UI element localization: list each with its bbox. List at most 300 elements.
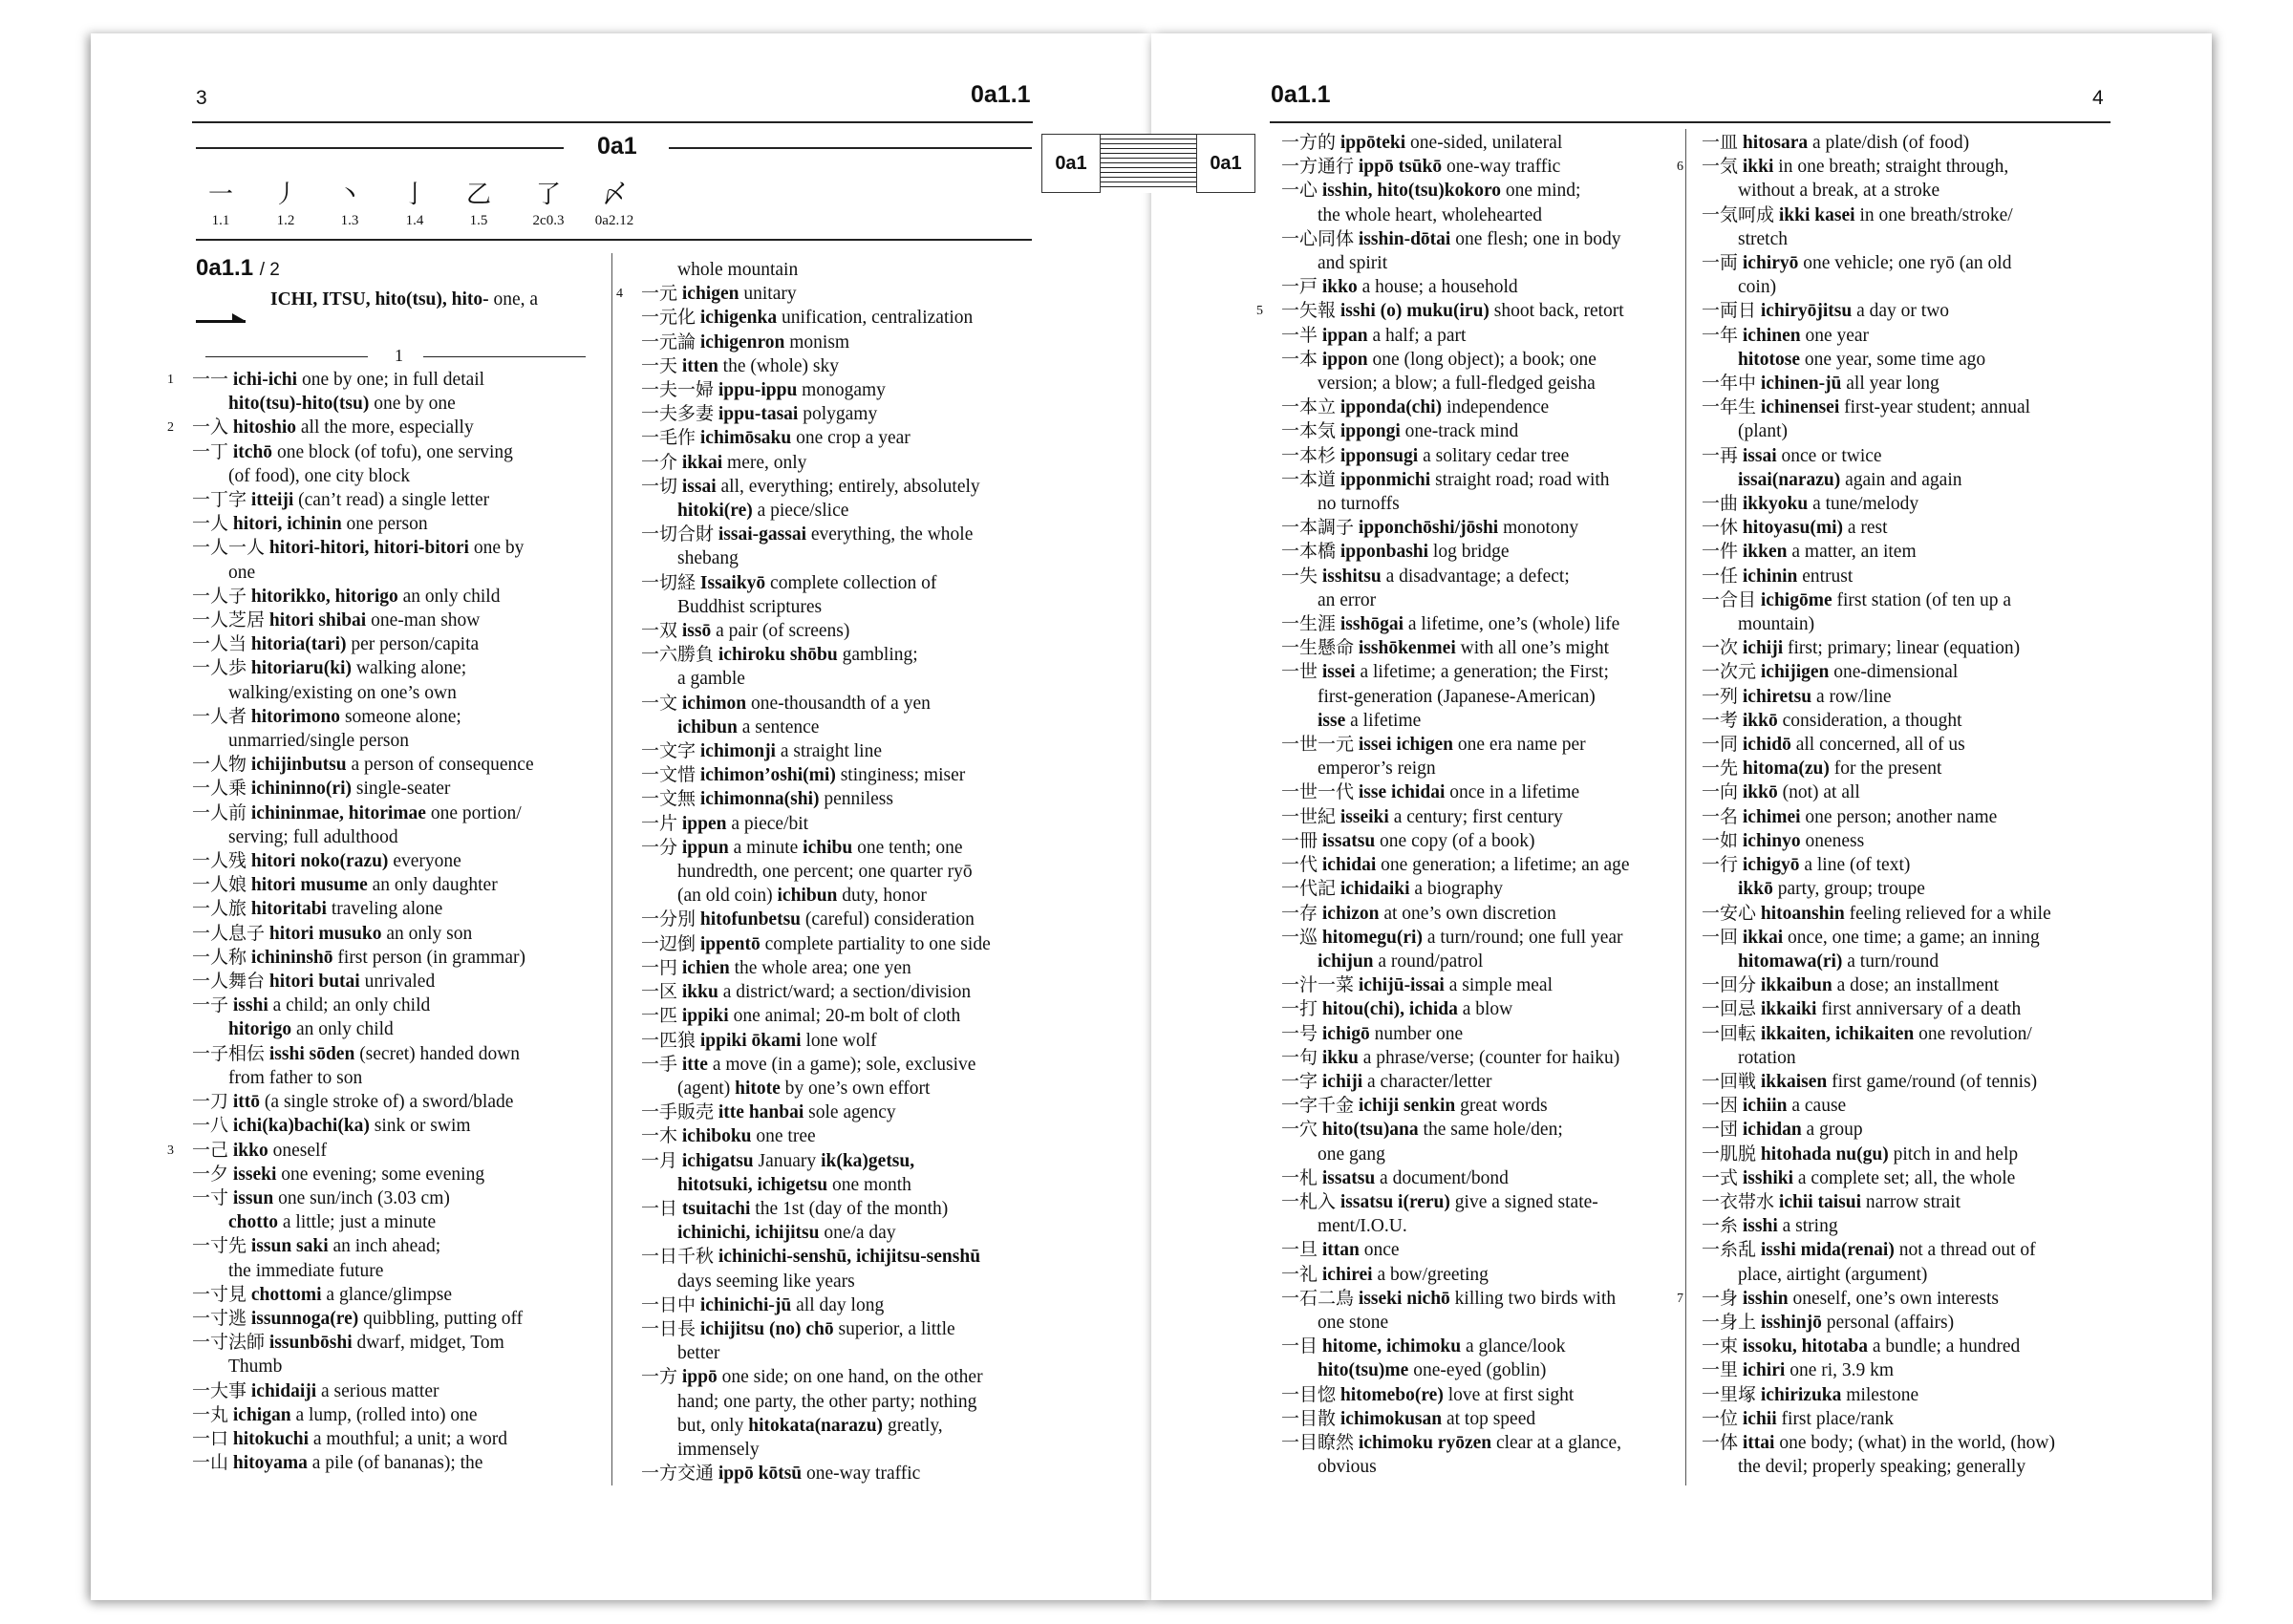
entry-kanji: 一回忌 bbox=[1702, 999, 1757, 1020]
entry-kanji: 一分 bbox=[641, 837, 678, 858]
entry-kanji: 一丁 bbox=[192, 441, 229, 462]
entry-reading: ikkaibun bbox=[1760, 975, 1832, 996]
entry-definition: sole agency bbox=[808, 1102, 896, 1123]
entry-reading: isseki bbox=[232, 1164, 277, 1185]
entry-reading: ichijū-issai bbox=[1358, 975, 1445, 996]
entry-kanji: 一心 bbox=[1281, 181, 1318, 202]
entry-definition: (can’t read) a single letter bbox=[298, 490, 490, 511]
entry-kanji: 一糸乱 bbox=[1702, 1240, 1757, 1261]
dictionary-entry bbox=[616, 980, 1151, 1004]
entry-kanji: 一世一元 bbox=[1281, 735, 1355, 756]
entry-definition: a little; just a minute bbox=[282, 1212, 437, 1233]
entry-kanji: 一礼 bbox=[1281, 1264, 1318, 1285]
entry-kanji: 一本立 bbox=[1281, 397, 1337, 418]
entry-kanji: 一山 bbox=[192, 1453, 229, 1474]
entry-reading: isshi bbox=[1742, 1216, 1778, 1237]
entry-definition: days seeming like years bbox=[677, 1271, 855, 1292]
entry-definition: per person/capita bbox=[351, 634, 480, 655]
dictionary-entry bbox=[1677, 612, 2212, 636]
entry-definition: a half; a part bbox=[1372, 325, 1467, 346]
entry-definition: one-man show bbox=[371, 610, 481, 631]
dictionary-entry bbox=[1256, 926, 1705, 950]
dictionary-entry bbox=[616, 451, 1151, 475]
entry-definition: in one breath; straight through, bbox=[1778, 157, 2009, 178]
dictionary-entry bbox=[1677, 1238, 2212, 1262]
dictionary-entry bbox=[1677, 1070, 2212, 1094]
entry-definition: one month bbox=[832, 1174, 911, 1195]
entry-definition: but, only bbox=[677, 1415, 744, 1436]
entry-kanji: 一句 bbox=[1281, 1047, 1318, 1068]
dictionary-entry bbox=[616, 860, 1151, 884]
entry-reading: ippun bbox=[681, 837, 729, 858]
dictionary-entry bbox=[1256, 1358, 1705, 1382]
dictionary-entry bbox=[1256, 636, 1705, 660]
entry-reading: ikko bbox=[1321, 277, 1358, 298]
entry-kanji: 一先 bbox=[1702, 759, 1739, 780]
dictionary-entry bbox=[1677, 1263, 2212, 1287]
dictionary-entry bbox=[1256, 1022, 1705, 1046]
dictionary-entry bbox=[1677, 950, 2212, 973]
entry-kanji: 一文字 bbox=[641, 741, 696, 762]
dictionary-entry bbox=[1256, 973, 1705, 997]
entry-reading: ichirei bbox=[1321, 1264, 1373, 1285]
kanji-stroke-end bbox=[232, 313, 246, 323]
dictionary-entry bbox=[1677, 1335, 2212, 1358]
entry-reading: hitofunbetsu bbox=[699, 909, 802, 930]
kanji-heading bbox=[196, 255, 280, 282]
entry-kanji: 一匹狼 bbox=[641, 1030, 696, 1051]
entry-definition: one-way traffic bbox=[806, 1464, 921, 1485]
entry-definition: a lifetime bbox=[1350, 710, 1422, 731]
entry-reading: isshin bbox=[1742, 1288, 1789, 1309]
entry-definition: oneness bbox=[1805, 830, 1865, 851]
entry-definition: one-thousandth of a yen bbox=[750, 693, 931, 714]
entry-reading: ippiki bbox=[681, 1006, 729, 1027]
entry-reading: ipponsugi bbox=[1339, 445, 1419, 466]
entry-kanji: 一介 bbox=[641, 452, 678, 473]
entry-definition: oneself, one’s own interests bbox=[1792, 1288, 2000, 1309]
entry-definition: January bbox=[758, 1150, 817, 1171]
entry-reading: ikkō bbox=[1742, 782, 1778, 803]
dictionary-entry bbox=[1256, 468, 1705, 492]
entry-definition: a bundle; a hundred bbox=[1872, 1336, 2021, 1357]
entry-reading: ichimōsaku bbox=[699, 428, 792, 449]
dictionary-entry bbox=[616, 1100, 1151, 1124]
thumb-tab-marker bbox=[1041, 134, 1256, 193]
entry-definition: one tenth; one bbox=[857, 837, 963, 858]
dictionary-entry bbox=[1256, 1118, 1705, 1142]
entry-kanji: 一元化 bbox=[641, 308, 696, 329]
dictionary-entry bbox=[1677, 1046, 2212, 1070]
entry-definition: one evening; some evening bbox=[281, 1164, 485, 1185]
entry-kanji: 一列 bbox=[1702, 686, 1739, 707]
entry-kanji: 一回 bbox=[1702, 927, 1739, 948]
entry-kanji: 一人息子 bbox=[192, 923, 266, 944]
dictionary-entry bbox=[616, 595, 1151, 619]
entry-reading: hito(tsu)ana bbox=[1321, 1120, 1419, 1141]
dictionary-entry bbox=[1677, 1311, 2212, 1335]
entry-kanji: 一刀 bbox=[192, 1092, 229, 1113]
entry-reading: ippu-tasai bbox=[718, 404, 799, 425]
entry-definition: an only daughter bbox=[372, 875, 498, 896]
entry-definition: a tune/melody bbox=[1812, 494, 1919, 515]
entry-definition: one year, some time ago bbox=[1804, 349, 1986, 370]
entry-definition: unmarried/single person bbox=[228, 731, 409, 752]
entry-kanji: 一札入 bbox=[1281, 1191, 1337, 1212]
entry-kanji: 一口 bbox=[192, 1428, 229, 1449]
entry-definition: consideration, a thought bbox=[1782, 710, 1962, 731]
entry-kanji: 一世一代 bbox=[1281, 782, 1355, 803]
entry-definition: (an old coin) bbox=[677, 886, 773, 907]
stroke-number: 7 bbox=[1677, 1291, 1683, 1306]
dictionary-entry bbox=[1256, 1455, 1705, 1479]
entry-kanji: 一日千秋 bbox=[641, 1247, 715, 1268]
entry-reading: isshin, hito(tsu)kokoro bbox=[1321, 181, 1502, 202]
entry-definition: one person; another name bbox=[1805, 806, 1998, 827]
entry-reading: isseiki bbox=[1339, 806, 1389, 827]
dictionary-entry bbox=[616, 619, 1151, 643]
entry-reading: issun bbox=[232, 1187, 274, 1208]
entry-definition: one flesh; one in body bbox=[1455, 228, 1621, 249]
dictionary-entry bbox=[1677, 757, 2212, 780]
entry-definition: (careful) consideration bbox=[804, 909, 975, 930]
entry-kanji: 一木 bbox=[641, 1126, 678, 1147]
entry-definition: one by one bbox=[374, 394, 456, 415]
entry-definition: straight road; road with bbox=[1435, 469, 1610, 490]
entry-reading: issunbōshi bbox=[268, 1333, 353, 1354]
entry-reading: hitoshio bbox=[232, 417, 296, 438]
dictionary-entry bbox=[1677, 372, 2212, 395]
entry-kanji: 一己 bbox=[192, 1140, 229, 1161]
entry-definition: the devil; properly speaking; generally bbox=[1738, 1457, 2026, 1478]
dictionary-entry bbox=[1256, 395, 1705, 419]
kanji-readings bbox=[270, 289, 538, 310]
radical-glyph: 丶 bbox=[336, 181, 362, 208]
entry-kanji: 一切 bbox=[641, 476, 678, 497]
entry-kanji: 一夕 bbox=[192, 1164, 229, 1185]
entry-definition: a simple meal bbox=[1448, 975, 1554, 996]
dictionary-entry bbox=[1677, 1118, 2212, 1142]
entry-kanji: 一双 bbox=[641, 621, 678, 642]
entry-reading: hitorikko, hitorigo bbox=[250, 586, 398, 607]
entry-definition: (plant) bbox=[1738, 421, 1788, 442]
entry-definition: one year bbox=[1805, 325, 1870, 346]
dictionary-entry bbox=[616, 331, 1151, 354]
entry-definition: (agent) bbox=[677, 1078, 731, 1099]
entry-definition: traveling alone bbox=[331, 899, 443, 920]
entry-definition: a lifetime; a generation; the First; bbox=[1360, 662, 1609, 683]
entry-reading: hitomegu(ri) bbox=[1321, 927, 1423, 948]
readings: ICHI, ITSU, hito(tsu), hito- bbox=[270, 289, 489, 310]
dictionary-entry bbox=[1677, 299, 2212, 323]
entry-definition: Thumb bbox=[228, 1357, 283, 1378]
entry-kanji: 一切経 bbox=[641, 572, 696, 593]
entry-definition: the (whole) sky bbox=[722, 355, 839, 376]
entry-kanji: 一本気 bbox=[1281, 421, 1337, 442]
entry-definition: first anniversary of a death bbox=[1821, 999, 2022, 1020]
entry-definition: superior, a little bbox=[838, 1318, 955, 1339]
entry-kanji: 一月 bbox=[641, 1150, 678, 1171]
entry-kanji: 一夫多妻 bbox=[641, 404, 715, 425]
entry-kanji: 一寸逃 bbox=[192, 1308, 247, 1329]
dictionary-entry bbox=[616, 716, 1151, 739]
divider bbox=[669, 147, 1032, 149]
entry-reading: hitome, ichimoku bbox=[1321, 1336, 1462, 1357]
entry-kanji: 一里塚 bbox=[1702, 1384, 1757, 1405]
entry-definition: an inch ahead; bbox=[332, 1236, 441, 1257]
entry-reading: itte hanbai bbox=[718, 1102, 804, 1123]
entry-kanji: 一寸見 bbox=[192, 1284, 247, 1305]
entry-kanji: 一再 bbox=[1702, 445, 1739, 466]
dictionary-entry bbox=[616, 1029, 1151, 1053]
stroke-number: 6 bbox=[1677, 160, 1683, 175]
entry-reading: chotto bbox=[228, 1212, 278, 1233]
entry-reading: ichininmae, hitorimae bbox=[250, 802, 426, 823]
dictionary-entry bbox=[1677, 926, 2212, 950]
dictionary-entry bbox=[1256, 660, 1705, 684]
stroke-number: 3 bbox=[167, 1143, 174, 1158]
entry-reading: isshin-dōtai bbox=[1358, 228, 1451, 249]
entry-reading: ichibun bbox=[677, 716, 738, 737]
entry-reading: ichigen bbox=[681, 284, 739, 305]
entry-definition: a disadvantage; a defect; bbox=[1385, 566, 1570, 587]
entry-definition: quibbling, putting off bbox=[363, 1308, 524, 1329]
entry-kanji: 一冊 bbox=[1281, 830, 1318, 851]
dictionary-entry bbox=[1677, 1094, 2212, 1118]
entry-kanji: 一文 bbox=[641, 693, 678, 714]
entry-reading: hitori musume bbox=[250, 875, 368, 896]
page-number: 3 bbox=[196, 87, 207, 109]
entry-kanji: 一円 bbox=[641, 957, 678, 978]
entry-reading: hito(tsu)-hito(tsu) bbox=[228, 394, 370, 415]
entry-reading: ichijitsu (no) chō bbox=[699, 1318, 834, 1339]
entry-definition: a pair (of screens) bbox=[716, 621, 850, 642]
entry-definition: independence bbox=[1446, 397, 1550, 418]
entry-kanji: 一目瞭然 bbox=[1281, 1432, 1355, 1453]
dictionary-entry bbox=[1677, 780, 2212, 804]
entry-kanji: 一存 bbox=[1281, 903, 1318, 924]
entry-reading: issei ichigen bbox=[1358, 735, 1454, 756]
entry-definition: walking/existing on one’s own bbox=[228, 682, 457, 703]
entry-reading: ipponbashi bbox=[1339, 542, 1429, 563]
entry-reading: ichizon bbox=[1321, 903, 1380, 924]
entry-reading: ichiryōjitsu bbox=[1760, 301, 1853, 322]
entry-definition: narrow strait bbox=[1865, 1191, 1961, 1212]
entry-kanji: 一本 bbox=[1281, 349, 1318, 370]
dictionary-entry bbox=[1677, 829, 2212, 853]
entry-kanji: 一切合財 bbox=[641, 524, 715, 545]
kanji-heading-number: 0a1.1 bbox=[196, 255, 254, 281]
entry-definition: a district/ward; a section/division bbox=[722, 982, 972, 1003]
dictionary-entry bbox=[616, 1077, 1151, 1100]
entry-definition: obvious bbox=[1318, 1457, 1377, 1478]
entry-reading: isse ichidai bbox=[1358, 782, 1446, 803]
entry-reading: ikki bbox=[1742, 157, 1774, 178]
entry-kanji: 一同 bbox=[1702, 735, 1739, 756]
entry-definition: everyone bbox=[393, 851, 461, 872]
entry-kanji: 一分別 bbox=[641, 909, 696, 930]
entry-definition: feeling relieved for a while bbox=[1849, 903, 2051, 924]
entry-reading: ippongi bbox=[1339, 421, 1401, 442]
dictionary-entry bbox=[1256, 1311, 1705, 1335]
dictionary-entry bbox=[616, 571, 1151, 595]
dictionary-entry bbox=[1256, 1407, 1705, 1431]
entry-kanji: 一合目 bbox=[1702, 589, 1757, 610]
dictionary-entry bbox=[1256, 877, 1705, 901]
dictionary-entry bbox=[616, 1053, 1151, 1077]
entry-definition: emperor’s reign bbox=[1318, 759, 1436, 780]
entry-definition: (secret) handed down bbox=[359, 1043, 521, 1064]
dictionary-entry bbox=[616, 378, 1151, 402]
entry-definition: the 1st (day of the month) bbox=[755, 1198, 949, 1219]
entry-definition: the same hole/den; bbox=[1423, 1120, 1563, 1141]
entry-definition: one by bbox=[473, 538, 525, 559]
entry-definition: (a single stroke of) a sword/blade bbox=[264, 1092, 514, 1113]
entry-kanji: 一人歩 bbox=[192, 658, 247, 679]
entry-reading: ippō tsūkō bbox=[1358, 157, 1443, 178]
entry-kanji: 一式 bbox=[1702, 1167, 1739, 1188]
entry-definition: a glance/look bbox=[1465, 1336, 1566, 1357]
entry-definition: one (long object); a book; one bbox=[1372, 349, 1597, 370]
entry-definition: a mouthful; a unit; a word bbox=[312, 1428, 507, 1449]
entry-definition: one stone bbox=[1318, 1312, 1389, 1333]
entry-reading: ichirizuka bbox=[1760, 1384, 1842, 1405]
radical-label: 1.5 bbox=[469, 213, 488, 228]
entry-kanji: 一年生 bbox=[1702, 397, 1757, 418]
entry-definition: a dose; an installment bbox=[1836, 975, 2000, 996]
entry-definition: the immediate future bbox=[228, 1260, 384, 1281]
entry-definition: a serious matter bbox=[321, 1380, 439, 1401]
dictionary-entry bbox=[616, 1317, 1151, 1341]
dictionary-entry bbox=[1256, 1094, 1705, 1118]
dictionary-entry bbox=[1677, 155, 2212, 179]
entry-reading: hitori musuko bbox=[268, 923, 382, 944]
dictionary-entry bbox=[1256, 155, 1705, 179]
entry-definition: ment/I.O.U. bbox=[1318, 1216, 1407, 1237]
entry-kanji: 一里 bbox=[1702, 1360, 1739, 1381]
radical-glyph: 〆 bbox=[601, 181, 627, 208]
entry-definition: hundredth, one percent; one quarter ryō bbox=[677, 862, 973, 883]
entry-kanji: 一身上 bbox=[1702, 1312, 1757, 1333]
entry-kanji: 一毛作 bbox=[641, 428, 696, 449]
entry-definition: all day long bbox=[796, 1294, 885, 1315]
entry-definition: one-dimensional bbox=[1833, 662, 1959, 683]
entry-definition: a sentence bbox=[741, 716, 820, 737]
dictionary-entry bbox=[616, 836, 1151, 860]
entry-definition: an only child bbox=[402, 586, 501, 607]
dictionary-entry bbox=[616, 1414, 1151, 1438]
entry-definition: one generation; a lifetime; an age bbox=[1381, 855, 1630, 876]
entry-kanji: 一代記 bbox=[1281, 879, 1337, 900]
entry-definition: a document/bond bbox=[1380, 1167, 1509, 1188]
entry-definition: a round/patrol bbox=[1378, 951, 1484, 972]
entry-reading: hitoki(re) bbox=[677, 501, 753, 522]
dictionary-entry bbox=[1256, 685, 1705, 709]
entry-kanji: 一回転 bbox=[1702, 1023, 1757, 1044]
dictionary-entry bbox=[1256, 1166, 1705, 1190]
dictionary-entry bbox=[1256, 805, 1705, 829]
entry-kanji: 一人前 bbox=[192, 802, 247, 823]
entry-kanji: 一字 bbox=[1281, 1071, 1318, 1092]
entry-definition: a biography bbox=[1414, 879, 1503, 900]
running-head: 0a1.1 bbox=[1271, 81, 1331, 108]
entry-kanji: 一目惚 bbox=[1281, 1384, 1337, 1405]
entry-reading: hitoyama bbox=[232, 1453, 308, 1474]
dictionary-entry bbox=[1256, 275, 1705, 299]
entry-kanji: 一世紀 bbox=[1281, 806, 1337, 827]
entry-definition: sink or swim bbox=[374, 1116, 471, 1137]
entry-reading: issatsu bbox=[1321, 830, 1376, 851]
entry-reading: ichijinbutsu bbox=[250, 755, 347, 776]
entry-kanji: 一団 bbox=[1702, 1120, 1739, 1141]
entry-reading: ichiroku shōbu bbox=[718, 645, 838, 666]
entry-definition: monogamy bbox=[802, 380, 886, 401]
entry-kanji: 一旦 bbox=[1281, 1240, 1318, 1261]
entry-kanji: 一休 bbox=[1702, 518, 1739, 539]
dictionary-entry bbox=[616, 692, 1151, 716]
entry-kanji: 一字千金 bbox=[1281, 1096, 1355, 1117]
entry-reading: chottomi bbox=[250, 1284, 322, 1305]
entry-kanji: 一本橋 bbox=[1281, 542, 1337, 563]
entry-reading: ittan bbox=[1321, 1240, 1360, 1261]
entry-kanji: 一人称 bbox=[192, 947, 247, 968]
entry-definition: from father to son bbox=[228, 1067, 363, 1088]
entry-definition: version; a blow; a full-fledged geisha bbox=[1318, 374, 1596, 395]
entry-definition: a string bbox=[1782, 1216, 1838, 1237]
entry-kanji: 一人物 bbox=[192, 755, 247, 776]
entry-reading: ippu-ippu bbox=[718, 380, 798, 401]
entry-definition: mere, only bbox=[727, 452, 807, 473]
meaning: one, a bbox=[493, 289, 539, 310]
entry-reading: ichinen bbox=[1742, 325, 1801, 346]
dictionary-entry bbox=[616, 1124, 1151, 1148]
radical-glyph: 了 bbox=[535, 181, 561, 208]
dictionary-entry bbox=[1256, 950, 1705, 973]
dictionary-entry bbox=[1677, 973, 2212, 997]
divider bbox=[205, 356, 368, 357]
entry-definition: one person bbox=[346, 514, 428, 535]
entry-reading: ichien bbox=[681, 957, 730, 978]
entry-definition: party, group; troupe bbox=[1777, 879, 1925, 900]
entry-definition: an error bbox=[1318, 589, 1377, 610]
entry-reading: Issaikyō bbox=[699, 572, 766, 593]
entry-kanji: 一号 bbox=[1281, 1023, 1318, 1044]
dictionary-entry bbox=[1256, 348, 1705, 372]
right-page bbox=[1151, 33, 2212, 1600]
entry-kanji: 一方交通 bbox=[641, 1464, 715, 1485]
entry-kanji: 一肌脱 bbox=[1702, 1143, 1757, 1165]
entry-kanji: 一寸法師 bbox=[192, 1333, 266, 1354]
dictionary-entry bbox=[1677, 997, 2212, 1021]
entry-kanji: 一方的 bbox=[1281, 133, 1337, 153]
entry-kanji: 一寸先 bbox=[192, 1236, 247, 1257]
entry-definition: first; primary; linear (equation) bbox=[1788, 638, 2021, 659]
entry-kanji: 一目散 bbox=[1281, 1408, 1337, 1429]
page-number: 4 bbox=[2092, 87, 2104, 109]
dictionary-entry bbox=[1677, 1190, 2212, 1214]
dictionary-entry bbox=[1677, 492, 2212, 516]
entry-kanji: 一日長 bbox=[641, 1318, 696, 1339]
entry-kanji: 一位 bbox=[1702, 1408, 1739, 1429]
entry-definition: the whole heart, wholehearted bbox=[1318, 204, 1542, 225]
entry-kanji: 一矢報 bbox=[1281, 301, 1337, 322]
dictionary-entry bbox=[1256, 227, 1705, 251]
entry-reading: ichimon’oshi(mi) bbox=[699, 765, 836, 786]
entry-reading: ichijun bbox=[1318, 951, 1374, 972]
entry-reading: ikkaiki bbox=[1760, 999, 1817, 1020]
entry-kanji: 一年中 bbox=[1702, 374, 1757, 395]
entry-definition: one-track mind bbox=[1404, 421, 1519, 442]
